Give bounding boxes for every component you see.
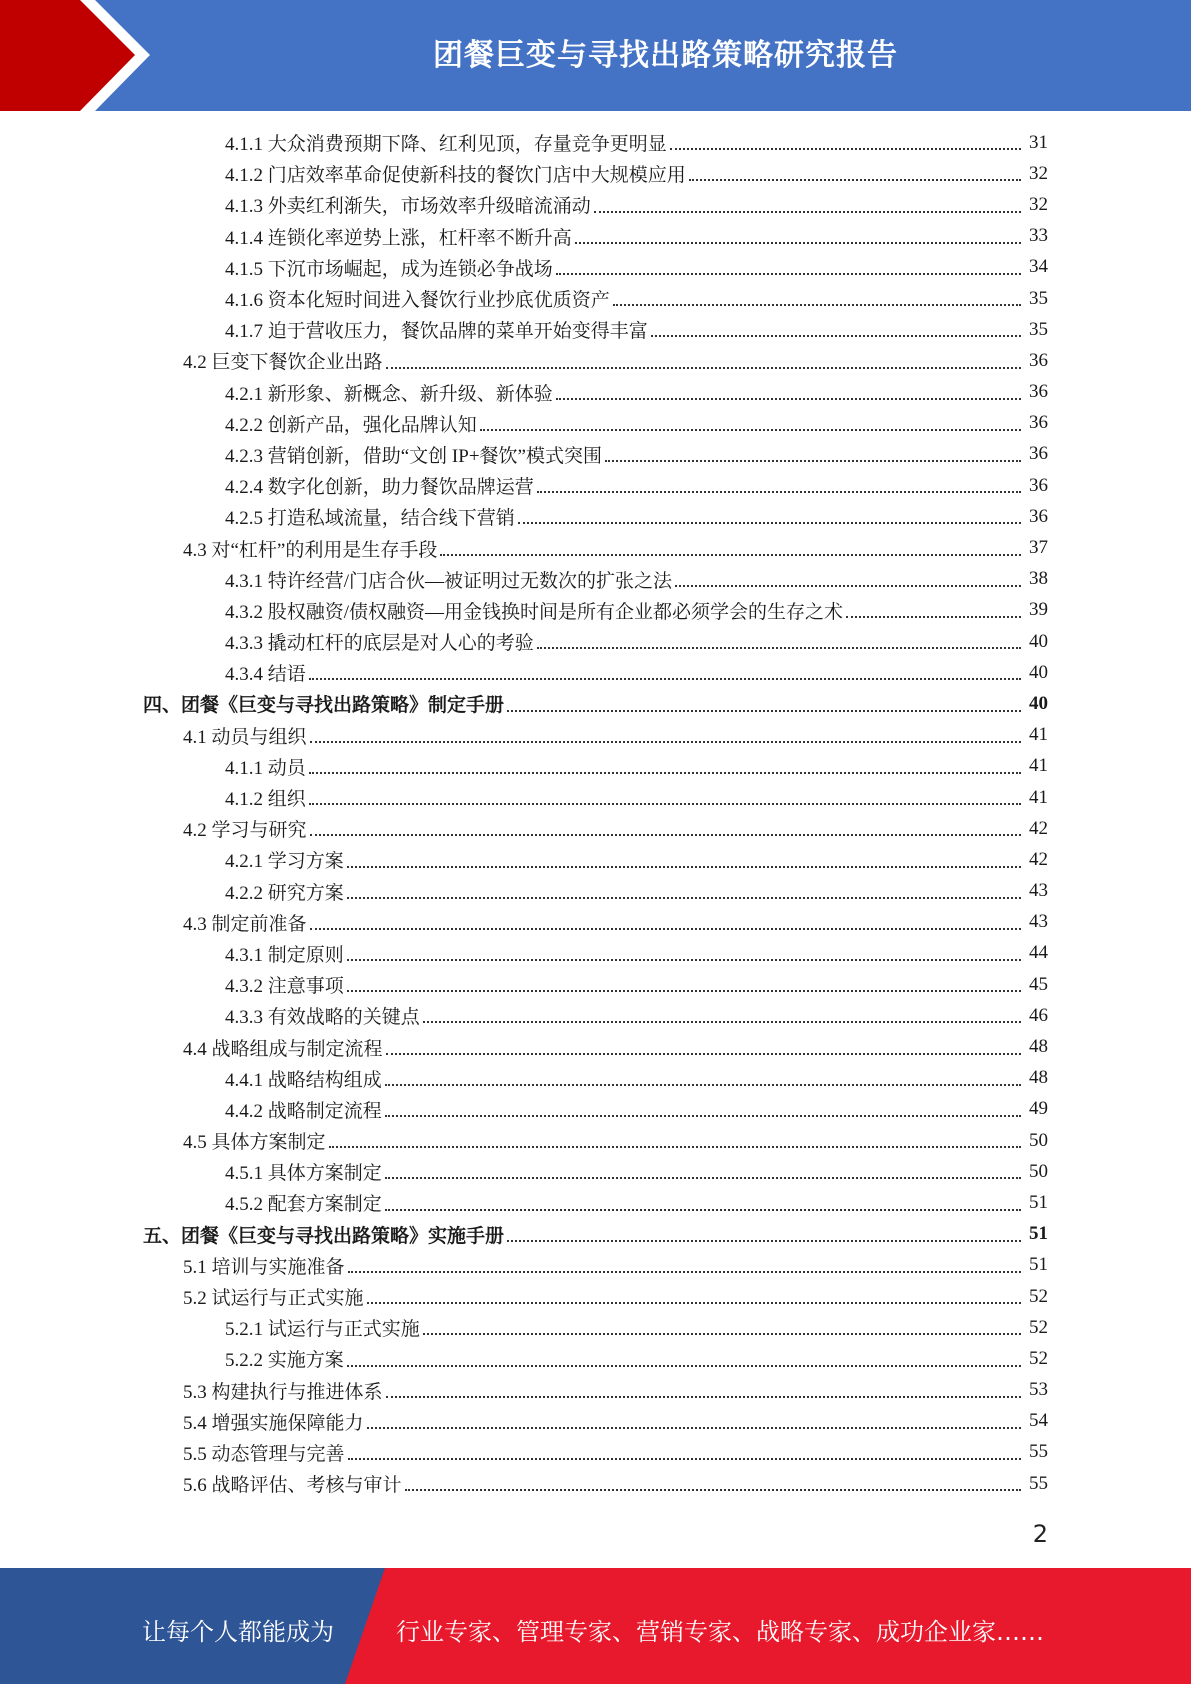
toc-entry[interactable] — [0, 1468, 1191, 1499]
toc-entry[interactable] — [0, 1187, 1191, 1218]
toc-entry-label: 4.2.1 学习方案 — [225, 851, 344, 873]
toc-dot-leader — [348, 1271, 1021, 1273]
footer-slogan-left: 让每个人都能成为 — [142, 1618, 334, 1646]
toc-entry[interactable] — [0, 1063, 1191, 1094]
toc-entry-page: 32 — [1029, 193, 1048, 215]
toc-dot-leader — [670, 148, 1021, 150]
toc-entry-page: 54 — [1029, 1410, 1048, 1432]
toc-entry[interactable] — [0, 221, 1191, 252]
toc-dot-leader — [367, 1302, 1021, 1304]
toc-dot-leader — [386, 367, 1021, 369]
toc-dot-leader — [675, 585, 1021, 587]
toc-entry-label: 5.1 培训与实施准备 — [183, 1256, 345, 1278]
toc-entry[interactable] — [0, 1031, 1191, 1062]
toc-entry-label: 4.1.5 下沉市场崛起，成为连锁必争战场 — [225, 258, 553, 280]
toc-entry-label: 4.1.1 动员 — [225, 757, 306, 779]
toc-entry-page: 50 — [1029, 1129, 1048, 1151]
toc-entry-label: 4.5.2 配套方案制定 — [225, 1194, 382, 1216]
toc-entry-page: 36 — [1029, 412, 1048, 434]
toc-entry[interactable] — [0, 532, 1191, 563]
toc-entry[interactable] — [0, 969, 1191, 1000]
toc-dot-leader — [385, 1115, 1021, 1117]
toc-entry-label: 4.3.3 有效战略的关键点 — [225, 1007, 420, 1029]
toc-entry[interactable] — [0, 1343, 1191, 1374]
toc-dot-leader — [537, 491, 1021, 493]
toc-entry-page: 48 — [1029, 1067, 1048, 1089]
toc-entry-label: 四、团餐《巨变与寻找出路策略》制定手册 — [143, 695, 505, 717]
toc-entry[interactable] — [0, 314, 1191, 345]
toc-entry[interactable] — [0, 720, 1191, 751]
toc-entry[interactable] — [0, 595, 1191, 626]
toc-dot-leader — [347, 897, 1021, 899]
toc-dot-leader — [556, 273, 1021, 275]
toc-entry-page: 49 — [1029, 1098, 1048, 1120]
toc-entry-label: 4.4.2 战略制定流程 — [225, 1100, 382, 1122]
toc-entry[interactable] — [0, 938, 1191, 969]
toc-dot-leader — [386, 1396, 1021, 1398]
toc-entry-label: 5.3 构建执行与推进体系 — [183, 1381, 383, 1403]
page-number: 2 — [1032, 1520, 1048, 1548]
toc-entry-page: 42 — [1029, 817, 1048, 839]
toc-entry-page: 40 — [1029, 692, 1048, 714]
toc-entry[interactable] — [0, 1094, 1191, 1125]
toc-entry[interactable] — [0, 876, 1191, 907]
toc-entry-page: 50 — [1029, 1160, 1048, 1182]
toc-entry-label: 4.1.7 迫于营收压力，餐饮品牌的菜单开始变得丰富 — [225, 321, 648, 343]
toc-entry[interactable] — [0, 688, 1191, 719]
toc-dot-leader — [309, 678, 1021, 680]
toc-entry-page: 33 — [1029, 225, 1048, 247]
table-of-contents — [0, 127, 1191, 1499]
toc-dot-leader — [594, 211, 1021, 213]
toc-dot-leader — [310, 834, 1021, 836]
toc-dot-leader — [309, 772, 1021, 774]
toc-dot-leader — [613, 304, 1021, 306]
toc-dot-leader — [846, 616, 1021, 618]
toc-entry-label: 4.2 学习与研究 — [183, 820, 307, 842]
toc-dot-leader — [575, 242, 1021, 244]
toc-entry-label: 4.3 制定前准备 — [183, 913, 307, 935]
toc-entry-page: 46 — [1029, 1004, 1048, 1026]
toc-dot-leader — [347, 959, 1021, 961]
toc-entry-label: 4.1.2 门店效率革命促使新科技的餐饮门店中大规模应用 — [225, 165, 686, 187]
toc-entry-label: 4.2.4 数字化创新，助力餐饮品牌运营 — [225, 477, 534, 499]
toc-dot-leader — [537, 647, 1021, 649]
toc-entry[interactable] — [0, 283, 1191, 314]
toc-entry[interactable] — [0, 1250, 1191, 1281]
toc-dot-leader — [605, 460, 1021, 462]
toc-dot-leader — [440, 554, 1021, 556]
toc-entry-label: 4.5.1 具体方案制定 — [225, 1163, 382, 1185]
toc-entry-page: 40 — [1029, 630, 1048, 652]
toc-entry[interactable] — [0, 1156, 1191, 1187]
toc-entry-page: 41 — [1029, 786, 1048, 808]
toc-entry-label: 4.3.4 结语 — [225, 664, 306, 686]
toc-entry-label: 5.6 战略评估、考核与审计 — [183, 1475, 402, 1497]
toc-entry[interactable] — [0, 844, 1191, 875]
toc-entry-page: 51 — [1029, 1191, 1048, 1213]
toc-entry-label: 4.2.2 创新产品，强化品牌认知 — [225, 414, 477, 436]
toc-entry[interactable] — [0, 626, 1191, 657]
toc-dot-leader — [423, 1333, 1021, 1335]
toc-entry-label: 4.1 动员与组织 — [183, 726, 307, 748]
toc-entry-page: 44 — [1029, 942, 1048, 964]
toc-dot-leader — [518, 522, 1021, 524]
toc-entry-label: 4.3.1 制定原则 — [225, 944, 344, 966]
toc-entry-label: 4.4 战略组成与制定流程 — [183, 1038, 383, 1060]
toc-dot-leader — [329, 1146, 1021, 1148]
toc-entry[interactable] — [0, 1000, 1191, 1031]
toc-entry[interactable] — [0, 158, 1191, 189]
toc-entry-label: 5.5 动态管理与完善 — [183, 1443, 345, 1465]
toc-entry-page: 35 — [1029, 287, 1048, 309]
toc-entry-page: 36 — [1029, 381, 1048, 403]
toc-entry-label: 4.3.3 撬动杠杆的底层是对人心的考验 — [225, 633, 534, 655]
toc-entry-label: 5.2 试运行与正式实施 — [183, 1288, 364, 1310]
toc-dot-leader — [507, 710, 1021, 712]
toc-entry-page: 40 — [1029, 661, 1048, 683]
toc-entry-label: 5.2.1 试运行与正式实施 — [225, 1319, 420, 1341]
toc-entry-page: 36 — [1029, 474, 1048, 496]
toc-dot-leader — [556, 398, 1021, 400]
toc-entry-label: 4.1.3 外卖红利渐失，市场效率升级暗流涌动 — [225, 196, 591, 218]
toc-dot-leader — [385, 1084, 1021, 1086]
toc-entry[interactable] — [0, 439, 1191, 470]
toc-entry[interactable] — [0, 813, 1191, 844]
toc-entry-page: 52 — [1029, 1316, 1048, 1338]
toc-entry-label: 4.5 具体方案制定 — [183, 1132, 326, 1154]
toc-entry-label: 5.4 增强实施保障能力 — [183, 1412, 364, 1434]
toc-entry-page: 55 — [1029, 1441, 1048, 1463]
toc-entry[interactable] — [0, 907, 1191, 938]
toc-dot-leader — [309, 803, 1021, 805]
toc-entry[interactable] — [0, 1125, 1191, 1156]
toc-entry[interactable] — [0, 252, 1191, 283]
toc-dot-leader — [348, 1458, 1021, 1460]
toc-entry-label: 4.2.2 研究方案 — [225, 882, 344, 904]
toc-entry-page: 43 — [1029, 911, 1048, 933]
toc-entry-label: 4.3.2 股权融资/债权融资—用金钱换时间是所有企业都必须学会的生存之术 — [225, 601, 844, 623]
toc-entry-label: 4.2.1 新形象、新概念、新升级、新体验 — [225, 383, 553, 405]
toc-entry[interactable] — [0, 1406, 1191, 1437]
toc-dot-leader — [423, 1021, 1021, 1023]
toc-entry-page: 31 — [1029, 131, 1048, 153]
toc-entry[interactable] — [0, 1219, 1191, 1250]
toc-entry-page: 38 — [1029, 568, 1048, 590]
toc-entry-label: 4.3 对“杠杆”的利用是生存手段 — [183, 539, 438, 561]
toc-entry[interactable] — [0, 377, 1191, 408]
toc-entry[interactable] — [0, 408, 1191, 439]
toc-entry-label: 4.1.2 组织 — [225, 789, 306, 811]
toc-dot-leader — [310, 928, 1021, 930]
page-footer-banner — [0, 1568, 1191, 1684]
toc-entry-page: 51 — [1029, 1223, 1048, 1245]
page-header-banner — [0, 0, 1191, 111]
toc-dot-leader — [367, 1427, 1021, 1429]
toc-entry-page: 45 — [1029, 973, 1048, 995]
toc-entry-page: 39 — [1029, 599, 1048, 621]
toc-entry-page: 43 — [1029, 880, 1048, 902]
toc-dot-leader — [385, 1209, 1021, 1211]
toc-entry-label: 5.2.2 实施方案 — [225, 1350, 344, 1372]
toc-dot-leader — [347, 990, 1021, 992]
toc-entry[interactable] — [0, 1437, 1191, 1468]
toc-entry[interactable] — [0, 657, 1191, 688]
footer-slogan-right: 行业专家、管理专家、营销专家、战略专家、成功企业家…… — [396, 1618, 1044, 1646]
toc-entry-page: 36 — [1029, 443, 1048, 465]
toc-dot-leader — [507, 1240, 1021, 1242]
toc-entry-label: 4.2.3 营销创新，借助“文创 IP+餐饮”模式突围 — [225, 445, 602, 467]
document-title: 团餐巨变与寻找出路策略研究报告 — [433, 38, 898, 73]
toc-dot-leader — [386, 1053, 1021, 1055]
toc-entry-page: 37 — [1029, 537, 1048, 559]
toc-dot-leader — [347, 866, 1021, 868]
toc-entry-label: 4.1.6 资本化短时间进入餐饮行业抄底优质资产 — [225, 290, 610, 312]
toc-entry-page: 36 — [1029, 349, 1048, 371]
toc-entry[interactable] — [0, 345, 1191, 376]
toc-entry-page: 52 — [1029, 1347, 1048, 1369]
toc-entry-page: 52 — [1029, 1285, 1048, 1307]
toc-entry[interactable] — [0, 1375, 1191, 1406]
toc-entry-label: 4.2 巨变下餐饮企业出路 — [183, 352, 383, 374]
toc-entry[interactable] — [0, 1312, 1191, 1343]
toc-entry-page: 41 — [1029, 755, 1048, 777]
toc-dot-leader — [689, 179, 1021, 181]
toc-dot-leader — [347, 1365, 1021, 1367]
toc-entry-page: 42 — [1029, 848, 1048, 870]
toc-entry-label: 4.4.1 战略结构组成 — [225, 1069, 382, 1091]
toc-entry-page: 32 — [1029, 162, 1048, 184]
toc-entry[interactable] — [0, 1281, 1191, 1312]
toc-entry[interactable] — [0, 189, 1191, 220]
toc-dot-leader — [405, 1489, 1021, 1491]
toc-entry-page: 51 — [1029, 1254, 1048, 1276]
toc-entry-label: 4.3.1 特许经营/门店合伙—被证明过无数次的扩张之法 — [225, 570, 673, 592]
toc-dot-leader — [385, 1177, 1021, 1179]
toc-entry[interactable] — [0, 501, 1191, 532]
toc-dot-leader — [480, 429, 1021, 431]
toc-entry[interactable] — [0, 127, 1191, 158]
toc-entry-label: 4.2.5 打造私域流量，结合线下营销 — [225, 508, 515, 530]
toc-entry-label: 4.1.4 连锁化率逆势上涨，杠杆率不断升高 — [225, 227, 572, 249]
toc-entry-page: 35 — [1029, 318, 1048, 340]
toc-dot-leader — [310, 741, 1021, 743]
toc-entry[interactable] — [0, 470, 1191, 501]
toc-entry[interactable] — [0, 782, 1191, 813]
toc-entry[interactable] — [0, 564, 1191, 595]
toc-entry-label: 4.3.2 注意事项 — [225, 976, 344, 998]
toc-entry-page: 36 — [1029, 505, 1048, 527]
toc-entry-page: 34 — [1029, 256, 1048, 278]
toc-entry-page: 48 — [1029, 1036, 1048, 1058]
toc-entry-page: 53 — [1029, 1379, 1048, 1401]
toc-entry-label: 五、团餐《巨变与寻找出路策略》实施手册 — [143, 1225, 505, 1247]
toc-dot-leader — [651, 335, 1021, 337]
toc-entry-page: 55 — [1029, 1472, 1048, 1494]
toc-entry-page: 41 — [1029, 724, 1048, 746]
toc-entry[interactable] — [0, 751, 1191, 782]
toc-entry-label: 4.1.1 大众消费预期下降、红利见顶，存量竞争更明显 — [225, 134, 667, 156]
